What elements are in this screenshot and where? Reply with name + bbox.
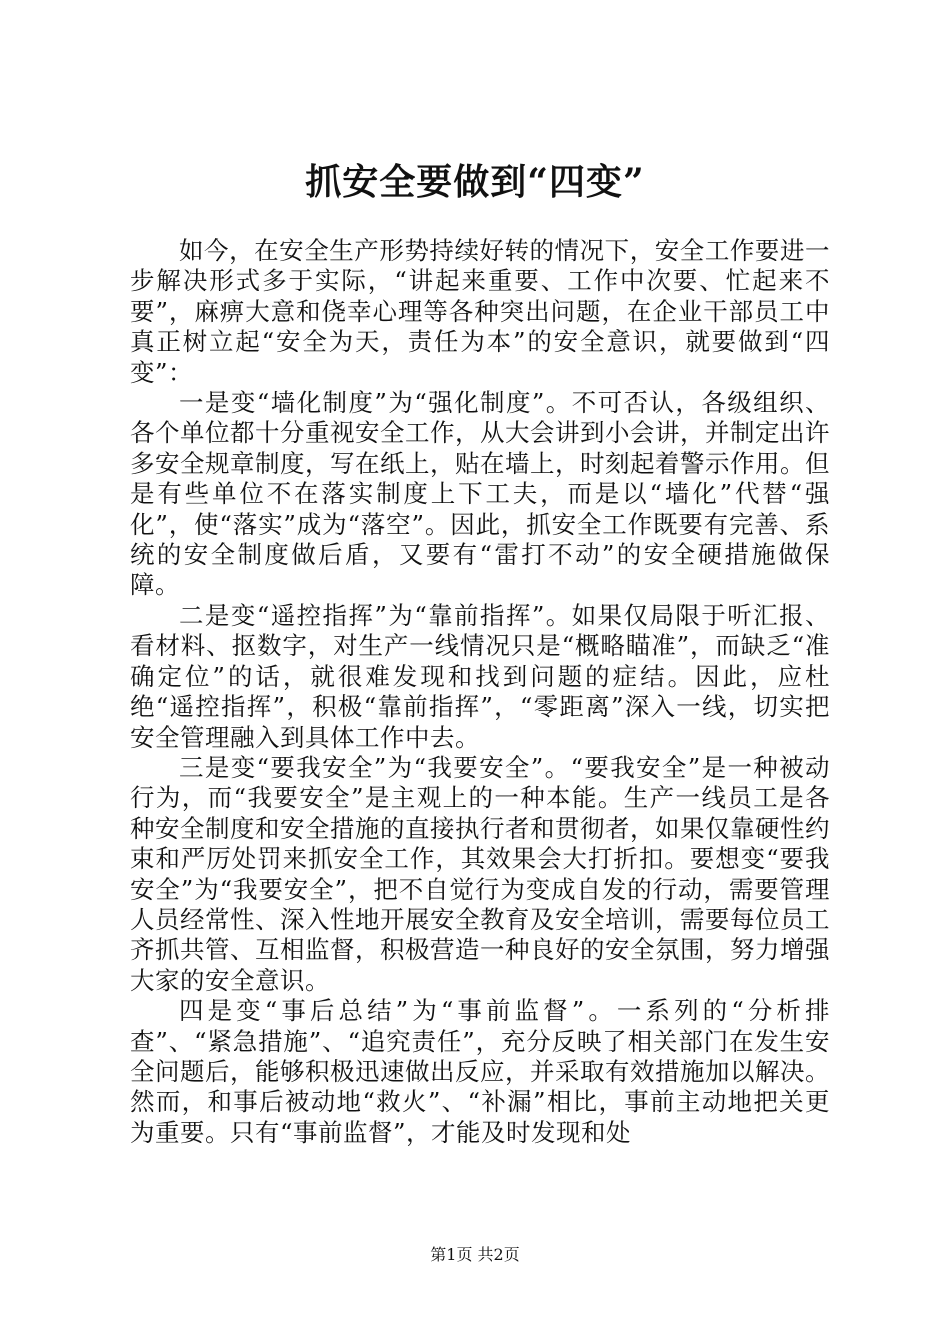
page-number-footer: 第1页 共2页 — [430, 1245, 520, 1264]
paragraph-change-2: 二是变“遥控指挥”为“靠前指挥”。如果仅局限于听汇报、看材料、抠数字，对生产一线情况只是“概略瞄准”，而缺乏“准确定位”的话，就很难发现和找到问题的症结。因此，应杜绝“遥控指挥”，积极“靠前指挥”，“零距离”深入一线，切实把安全管理融入到具体工作中去。 — [130, 600, 830, 752]
paragraph-change-1: 一是变“墙化制度”为“强化制度”。不可否认，各级组织、各个单位都十分重视安全工作，从大会讲到小会讲，并制定出许多安全规章制度，写在纸上，贴在墙上，时刻起着警示作用。但是有些单位不在落实制度上下工夫，而是以“墙化”代替“强化”，使“落实”成为“落空”。因此，抓安全工作既要有完善、系统的安全制度做后盾，又要有“雷打不动”的安全硬措施做保障。 — [130, 388, 830, 600]
document-title: 抓安全要做到“四变” — [305, 161, 645, 203]
paragraph-intro: 如今，在安全生产形势持续好转的情况下，安全工作要进一步解决形式多于实际，“讲起来重要、工作中次要、忙起来不要”，麻痹大意和侥幸心理等各种突出问题，在企业干部员工中真正树立起“安全为天，责任为本”的安全意识，就要做到“四变”： — [130, 236, 830, 387]
paragraph-change-4: 四是变“事后总结”为“事前监督”。一系列的“分析排查”、“紧急措施”、“追究责任”，充分反映了相关部门在发生安全问题后，能够积极迅速做出反应，并采取有效措施加以解决。然而，和事后被动地“救火”、“补漏”相比，事前主动地把关更为重要。只有“事前监督”，才能及时发现和处 — [130, 996, 830, 1147]
paragraph-change-3: 三是变“要我安全”为“我要安全”。“要我安全”是一种被动行为，而“我要安全”是主观上的一种本能。生产一线员工是各种安全制度和安全措施的直接执行者和贯彻者，如果仅靠硬性约束和严厉处罚来抓安全工作，其效果会大打折扣。要想变“要我安全”为“我要安全”，把不自觉行为变成自发的行动，需要管理人员经常性、深入性地开展安全教育及安全培训，需要每位员工齐抓共管、互相监督，积极营造一种良好的安全氛围，努力增强大家的安全意识。 — [130, 752, 830, 995]
document-body — [130, 236, 830, 1148]
